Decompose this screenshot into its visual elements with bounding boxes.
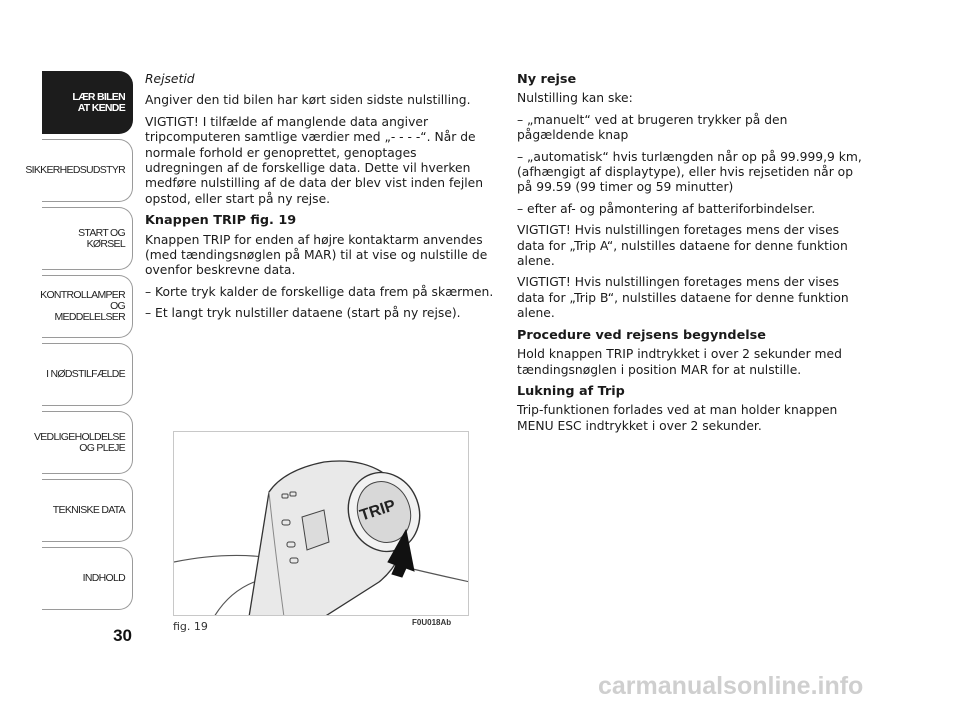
lukning-heading: Lukning af Trip [517,383,625,399]
ny-rejse-intro: Nulstilling kan ske: [517,91,633,106]
figure-trip-stalk [173,431,469,616]
tab-label: START OG KØRSEL [78,226,125,250]
figure-caption: fig. 19 [173,620,208,633]
tab-start-og-korsel[interactable] [42,207,133,270]
page-number: 30 [113,626,132,645]
ny-rejse-item-manual: – „manuelt“ ved at brugeren trykker på den pågældende knap [517,112,788,143]
vigtigt-trip-b: VIGTIGT! Hvis nulstillingen foretages mens der vises data for „Trip B“, nulstilles dataene for denne funktion alene. [517,275,849,321]
bullet-long-press: – Et langt tryk nulstiller dataene (start på ny rejse). [145,306,461,321]
ny-rejse-item-automatic: – „automatisk“ hvis turlængden når op på 99.999,9 km, (afhængigt af displaytype), eller hvis rejsetiden når op på 99.59 (99 timer og 59 minutter) [517,149,862,195]
vigtigt-paragraph: VIGTIGT! I tilfælde af manglende data angiver tripcomputeren samtlige værdier med „- - - -“. Når de normale forhold er genoprettet, genoptages udregningen af de forskellige data. Dette vil hverken medføre nulstilling af de data der blev vist inden fejlen opstod, eller start på ny rejse. [145,114,484,206]
watermark-text: carmanualsonline.info [598,672,864,700]
tab-label: VEDLIGEHOLDELSE OG PLEJE [33,430,125,454]
bullet-short-press: – Korte tryk kalder de forskellige data frem på skærmen. [145,284,494,299]
tab-label: I NØDSTILFÆLDE [46,368,125,380]
tab-sikkerhedsudstyr[interactable] [25,139,133,202]
vigtigt-trip-a: VIGTIGT! Hvis nulstillingen foretages mens der vises data for „Trip A“, nulstilles dataene for denne funktion alene. [517,223,848,269]
tab-label: KONTROLLAMPER OG MEDDELELSER [40,289,125,323]
trip-button-label: TRIP [357,497,398,525]
trip-stalk-illustration [174,432,469,616]
tab-vedligeholdelse[interactable] [33,411,133,474]
left-text-column [145,72,495,328]
ny-rejse-heading: Ny rejse [517,72,577,87]
tab-kontrollamper[interactable] [42,275,133,338]
tab-indhold[interactable] [42,547,133,610]
tab-label: INDHOLD [82,572,125,584]
lukning-text: Trip-funktionen forlades ved at man holder knappen MENU ESC indtrykket i over 2 sekunder. [517,403,838,433]
ny-rejse-item-battery: – efter af- og påmontering af batteriforbindelser. [517,201,816,216]
tab-laer-bilen-at-kende[interactable] [42,71,133,134]
rejsetid-text: Angiver den tid bilen har kørt siden sidste nulstilling. [145,93,471,108]
procedure-text: Hold knappen TRIP indtrykket i over 2 sekunder med tændingsnøglen i position MAR for at nulstille. [517,347,842,377]
tab-tekniske-data[interactable] [42,479,133,542]
tab-label: LÆR BILEN AT KENDE [72,90,125,114]
sidebar-tabs [25,71,133,615]
knappen-trip-text: Knappen TRIP for enden af højre kontaktarm anvendes (med tændingsnøglen på MAR) til at vise og nulstille de ovenfor beskrevne data. [145,232,488,278]
knappen-trip-heading: Knappen TRIP fig. 19 [145,213,297,229]
tab-label: TEKNISKE DATA [52,504,125,516]
procedure-heading: Procedure ved rejsens begyndelse [517,327,766,343]
figure-code: F0U018Ab [412,618,452,627]
rejsetid-heading: Rejsetid [145,72,195,86]
tab-label: SIKKERHEDSUDSTYR [25,164,125,176]
tab-i-nodstilfaelde[interactable] [42,343,133,406]
right-text-column [517,72,867,440]
